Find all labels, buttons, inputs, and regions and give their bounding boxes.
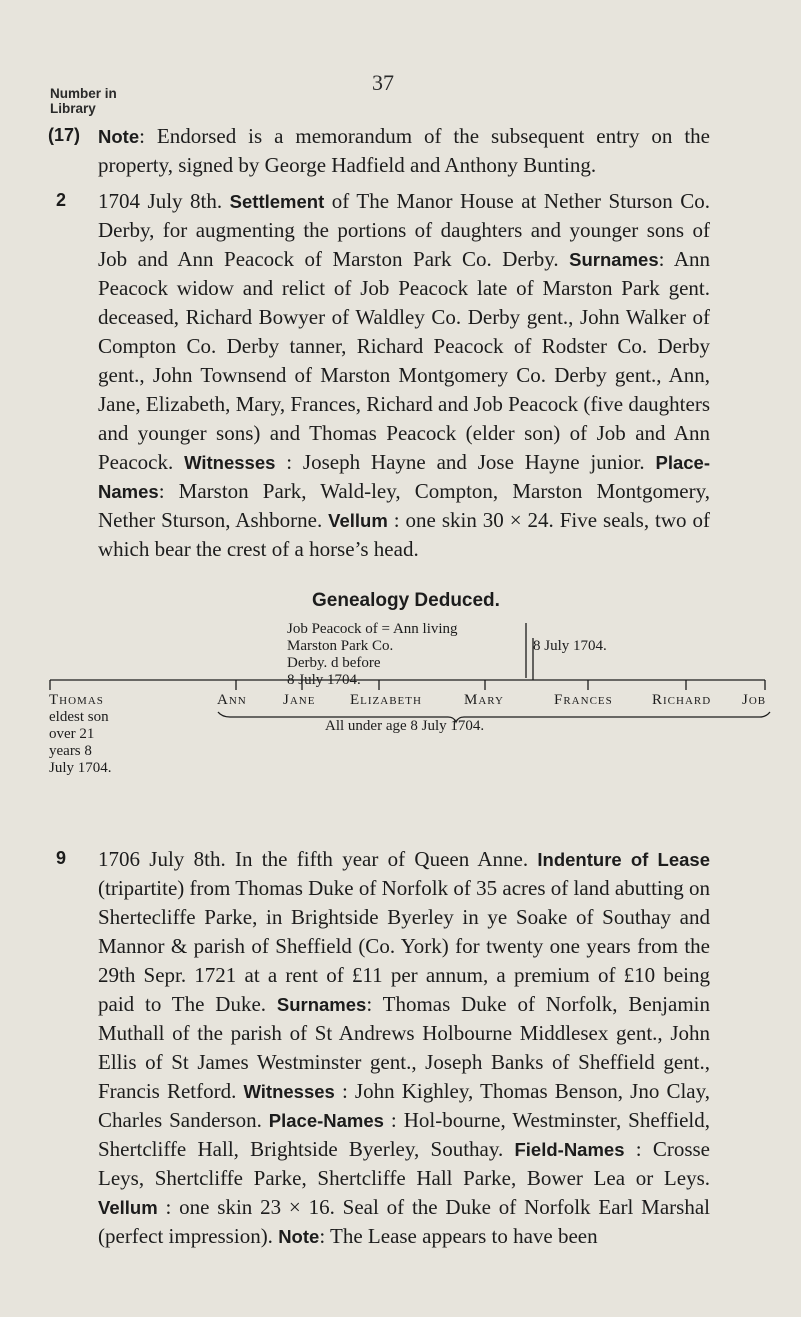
genealogy-chart (0, 590, 801, 850)
genealogy-child: Jane (283, 692, 316, 708)
genealogy-parent-line: Job Peacock of = Ann living (287, 621, 458, 637)
entry-body: 1706 July 8th. In the fifth year of Queen Anne. (98, 847, 538, 871)
entry-label: Indenture of Lease (537, 849, 710, 870)
entry-body: : Ann Peacock widow and relict of Job Peacock late of Marston Park gent. deceased, Richard Bowyer of Waldley Co. Derby gent., John Walker of Compton Co. Derby tanner, Richard Peacock of Rodster Co. Derby gent., John Townsend of Marston Montgomery Co. Derby gent., Ann, Jane, Elizabeth, Mary, Frances, Richard and Job Peacock (five daughters and younger sons) and Thomas Peacock (elder son) of Job and Ann Peacock. (98, 247, 710, 474)
genealogy-child: Mary (464, 692, 504, 708)
entry-body: : John Kighley, Thomas Benson, Jno Clay, Charles Sanderson. (98, 1079, 710, 1132)
entry-label: Vellum (328, 510, 388, 531)
entry-label: Surnames (569, 249, 659, 270)
entry-number: (17) (48, 125, 81, 145)
genealogy-child: Ann (217, 692, 247, 708)
entry-number: 9 (56, 848, 67, 868)
genealogy-note-line: July 1704. (49, 760, 112, 776)
genealogy-note-line: over 21 (49, 726, 95, 742)
genealogy-group-note: All under age 8 July 1704. (325, 718, 485, 734)
entry-label: Vellum (98, 1197, 158, 1218)
entry-label: Note (278, 1226, 320, 1247)
entry-body: : Joseph Hayne and Jose Hayne junior. (275, 450, 656, 474)
genealogy-child: Thomas (49, 692, 104, 708)
genealogy-parent-line: 8 July 1704. (287, 672, 361, 688)
entry-body: : Hol-bourne, Westminster, Sheffield, Shertcliffe Hall, Brightside Byerley, Southay. (98, 1108, 710, 1161)
entry-body: : Thomas Duke of Norfolk, Benjamin Muthall of the parish of St Andrews Holbourne Middlesex gent., John Ellis of St James Westminster gent., Joseph Banks of Sheffield gent., Francis Retford. (98, 992, 710, 1103)
entry-body: of The Manor House at Nether Sturson Co. Derby, for augmenting the portions of daughters and younger sons of Job and Ann Peacock of Marston Park Co. Derby. (98, 189, 711, 271)
genealogy-parent-line: Marston Park Co. (287, 638, 394, 654)
genealogy-parent-line: Derby. d before (287, 655, 381, 671)
group-brace (218, 712, 770, 722)
genealogy-child-note (49, 709, 129, 777)
entry-label: Place-Names (268, 1110, 384, 1131)
margin-header (50, 86, 117, 116)
entry-text (98, 187, 710, 564)
genealogy-child: Job (742, 692, 767, 708)
margin-header-line: Library (50, 101, 96, 116)
genealogy-child: Richard (652, 692, 712, 708)
entry-label: Witnesses (184, 452, 276, 473)
entry-body: : one skin 23 × 16. Seal of the Duke of Norfolk Earl Marshal (perfect impression). (98, 1195, 710, 1248)
entry-label: Surnames (276, 994, 367, 1015)
genealogy-title: Genealogy Deduced. (312, 590, 500, 611)
entry-number: 2 (56, 190, 67, 210)
genealogy-note-line: years 8 (49, 743, 92, 759)
entry-label: Place-Names (98, 452, 710, 502)
entry-body: (tripartite) from Thomas Duke of Norfolk of 35 acres of land abutting on Shertecliffe Parke, in Brightside Byerley in ye Soake of Southay and Mannor & parish of Sheffield (Co. York) for twenty one years from the 29th Sepr. 1721 at a rent of £11 per annum, a premium of £10 being paid to The Duke. (98, 876, 710, 1016)
entry-label: Settlement (229, 191, 325, 212)
entry-body: : Crosse Leys, Shertcliffe Parke, Shertcliffe Hall Parke, Bower Lea or Leys. (98, 1137, 710, 1190)
entry-body: : The Lease appears to have been (319, 1224, 598, 1248)
margin-header-line: Number in (50, 86, 117, 101)
entry-label: Witnesses (243, 1081, 335, 1102)
genealogy-child: Elizabeth (350, 692, 422, 708)
genealogy-child: Frances (554, 692, 613, 708)
entry-text (98, 845, 710, 1251)
entry-body: 1704 July 8th. (98, 189, 230, 213)
entry-label: Field-Names (514, 1139, 625, 1160)
entry-body: : Marston Park, Wald-ley, Compton, Marston Montgomery, Nether Sturson, Ashborne. (98, 479, 710, 532)
genealogy-parent-line: 8 July 1704. (533, 638, 607, 654)
entry-body: : one skin 30 × 24. Five seals, two of which bear the crest of a horse’s head. (98, 508, 710, 561)
page-number: 37 (372, 70, 394, 95)
genealogy-note-line: eldest son (49, 709, 109, 725)
entry-label: Note (98, 126, 140, 147)
entry-text (98, 122, 710, 180)
entry-body: : Endorsed is a memorandum of the subsequent entry on the property, signed by George Hadfield and Anthony Bunting. (98, 124, 710, 177)
